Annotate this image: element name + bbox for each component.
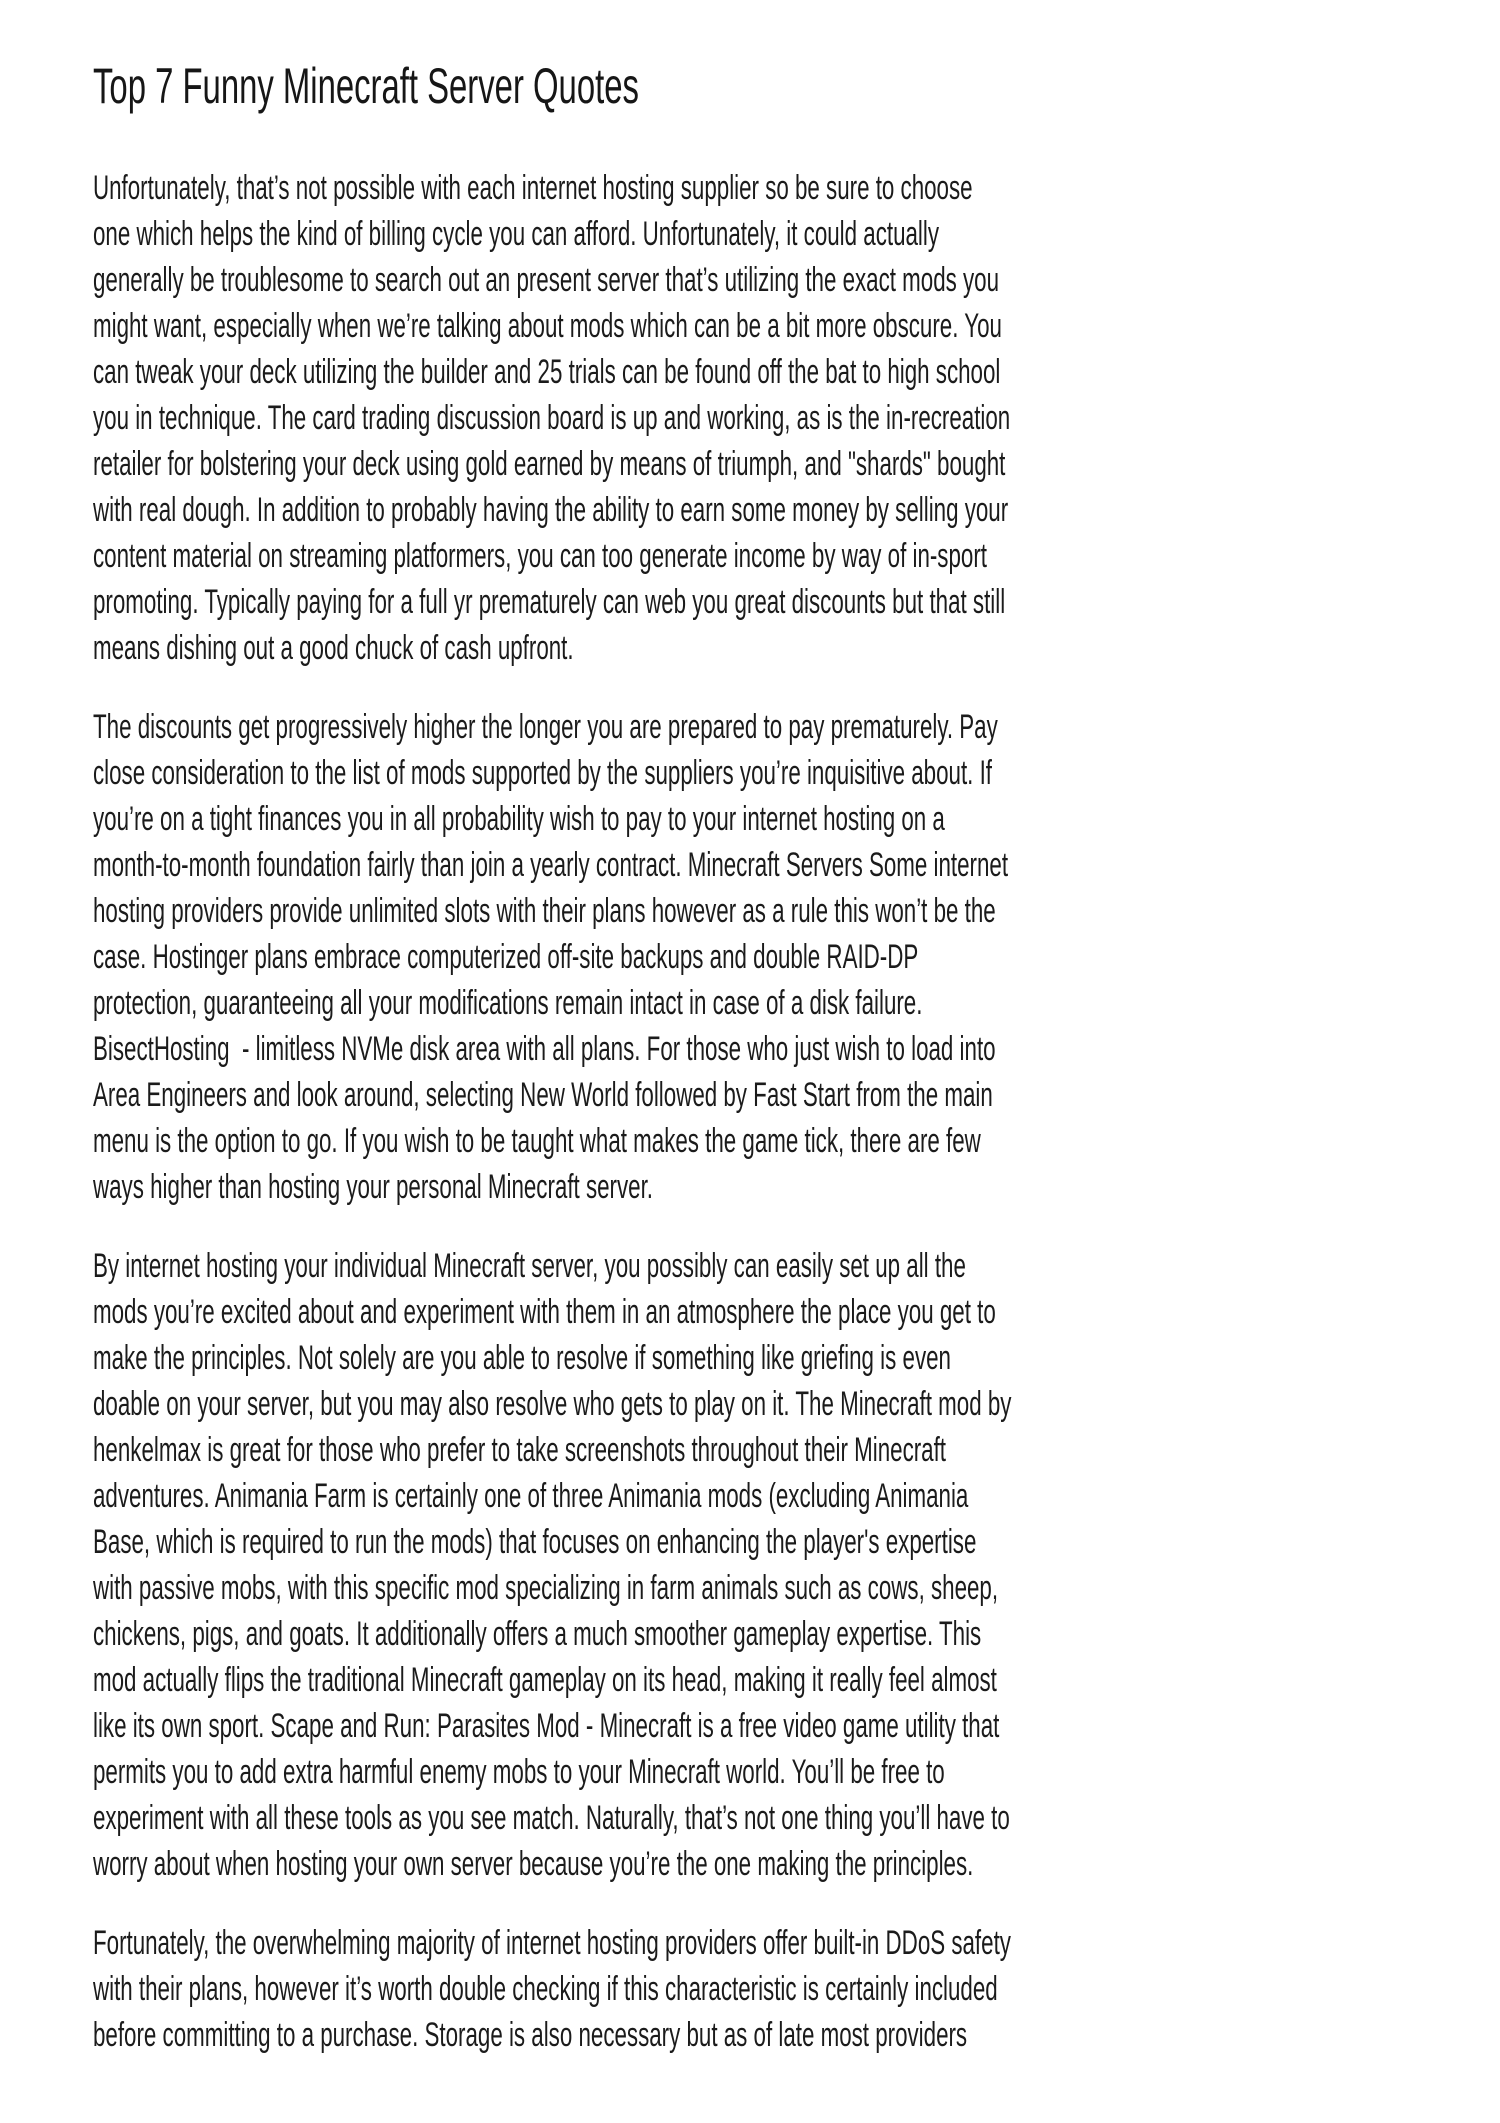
page-title: Top 7 Funny Minecraft Server Quotes — [93, 58, 639, 114]
paragraph-3: By internet hosting your individual Minecraft server, you possibly can easily set up all the mods you’re excited about and experiment with them in an atmosphere the place you get to make the principles. Not solely are you able to resolve if something like griefing is even doable on your server, but you may also resolve who gets to play on it. The Minecraft mod by henkelmax is great for those who prefer to take screenshots throughout their Minecraft adventures. Animania Farm is certainly one of three Animania mods (excluding Animania Base, which is required to run the mods) that focuses on enhancing the player's expertise with passive mobs, with this specific mod specializing in farm animals such as cows, sheep, chickens, pigs, and goats. It additionally offers a much smoother gameplay expertise. This mod actually flips the traditional Minecraft gameplay on its head, making it really feel almost like its own sport. Scape and Run: Parasites Mod - Minecraft is a free video game utility that permits you to add extra harmful enemy mobs to your Minecraft world. You’ll be free to experiment with all these tools as you see match. Naturally, that’s not one thing you’ll have to worry about when hosting your own server because you’re the one making the principles. — [93, 1247, 1018, 1883]
paragraph-1: Unfortunately, that’s not possible with each internet hosting supplier so be sure to choose one which helps the kind of billing cycle you can afford. Unfortunately, it could actually generally be troublesome to search out an present server that’s utilizing the exact mods you might want, especially when we’re talking about mods which can be a bit more obscure. You can tweak your deck utilizing the builder and 25 trials can be found off the bat to high school you in technique. The card trading discussion board is up and working, as is the in-recreation retailer for bolstering your deck using gold earned by means of triumph, and "shards" bought with real dough. In addition to probably having the ability to earn some money by selling your content material on streaming platformers, you can too generate income by way of in-sport promoting. Typically paying for a full yr prematurely can web you great discounts but that still means dishing out a good chuck of cash upfront. — [93, 169, 1017, 667]
paragraph-2: The discounts get progressively higher the longer you are prepared to pay prematurely. Pay close consideration to the list of mods supported by the suppliers you’re inquisitive about. If you’re on a tight finances you in all probability wish to pay to your internet hosting on a month-to-month foundation fairly than join a yearly contract. Minecraft Servers Some internet hosting providers provide unlimited slots with their plans however as a rule this won’t be the case. Hostinger plans embrace computerized off-site backups and double RAID-DP protection, guaranteeing all your modifications remain intact in case of a disk failure. BisectHosting - limitless NVMe disk area with all plans. For those who just wish to load into Area Engineers and look around, selecting New World followed by Fast Start from the main menu is the option to go. If you wish to be taught what makes the game tick, there are few ways higher than hosting your personal Minecraft server. — [93, 708, 1015, 1206]
article-content — [93, 0, 1018, 2058]
paragraph-4: Fortunately, the overwhelming majority of internet hosting providers offer built-in DDoS safety with their plans, however it’s worth double checking if this characteristic is certainly included before committing to a purchase. Storage is also necessary but as of late most providers — [93, 1924, 1018, 2054]
